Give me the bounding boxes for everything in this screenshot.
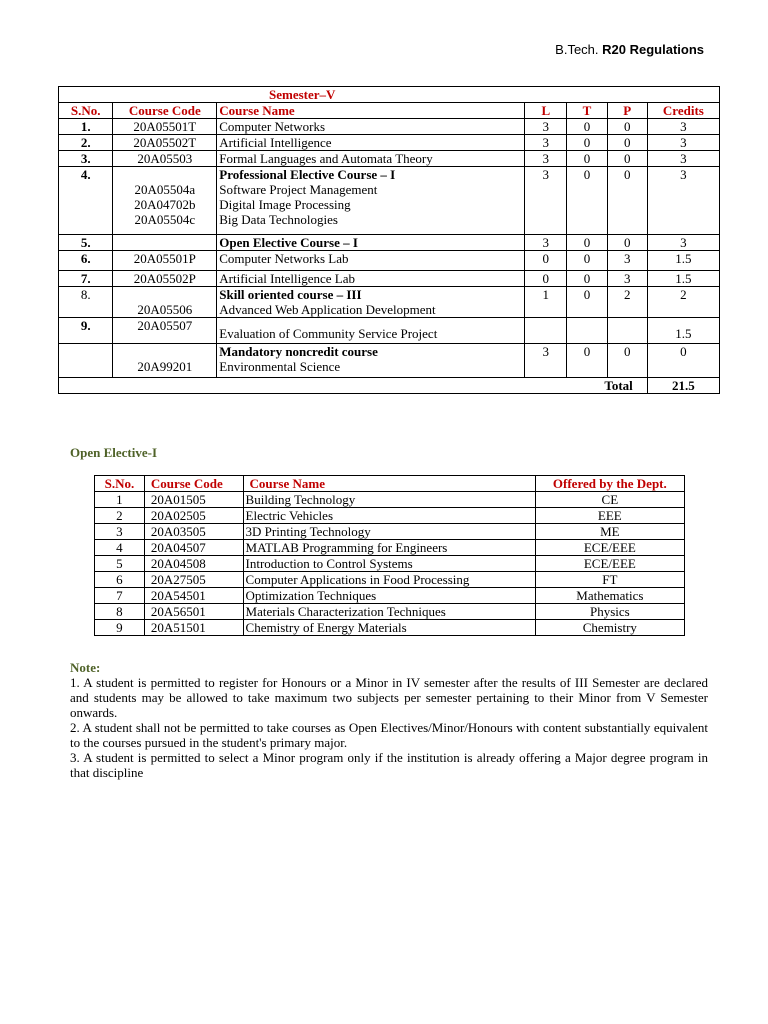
sub-code: 20A04702b <box>134 197 196 212</box>
row-t: 0 <box>567 135 607 151</box>
sub-name: Big Data Technologies <box>219 212 338 227</box>
row-p: 0 <box>607 135 647 151</box>
row-name: MATLAB Programming for Engineers <box>243 540 535 556</box>
row-sno: 9 <box>95 620 145 636</box>
row-sno: 2. <box>59 135 113 151</box>
table-row <box>95 556 685 572</box>
row-name <box>217 344 525 378</box>
table-row <box>95 604 685 620</box>
row-dept: ECE/EEE <box>535 556 684 572</box>
semester-title-row <box>59 87 720 103</box>
row-t <box>567 318 607 344</box>
col-l: L <box>525 103 567 119</box>
row-heading: Mandatory noncredit course <box>219 344 378 359</box>
row-credits: 3 <box>647 235 719 251</box>
sub-name: Advanced Web Application Development <box>219 302 436 317</box>
row-dept: ECE/EEE <box>535 540 684 556</box>
total-spacer <box>59 378 525 394</box>
row-name: Artificial Intelligence <box>217 135 525 151</box>
table-row <box>59 251 720 271</box>
row-code: 20A05503 <box>113 151 217 167</box>
row-code: 20A54501 <box>144 588 243 604</box>
row-code: 20A51501 <box>144 620 243 636</box>
sub-name: Digital Image Processing <box>219 197 351 212</box>
row-heading: Skill oriented course – III <box>219 287 362 302</box>
row-dept: EEE <box>535 508 684 524</box>
row-p: 3 <box>607 271 647 287</box>
col-p: P <box>607 103 647 119</box>
row-t: 0 <box>567 344 607 378</box>
row-credits: 3 <box>647 167 719 235</box>
semester-table <box>58 86 720 394</box>
header-title: R20 Regulations <box>602 42 704 57</box>
row-p: 0 <box>607 235 647 251</box>
total-row <box>59 378 720 394</box>
table-row <box>59 344 720 378</box>
row-dept: ME <box>535 524 684 540</box>
row-l: 3 <box>525 151 567 167</box>
table-row <box>95 508 685 524</box>
table-row <box>95 492 685 508</box>
row-sno: 3. <box>59 151 113 167</box>
row-t: 0 <box>567 235 607 251</box>
row-code: 20A56501 <box>144 604 243 620</box>
sub-code: 20A99201 <box>137 359 193 374</box>
row-credits: 0 <box>647 344 719 378</box>
col-course-code: Course Code <box>144 476 243 492</box>
col-sno: S.No. <box>95 476 145 492</box>
row-t: 0 <box>567 167 607 235</box>
row-name <box>217 167 525 235</box>
row-dept: Chemistry <box>535 620 684 636</box>
row-sno: 5. <box>59 235 113 251</box>
col-course-name: Course Name <box>243 476 535 492</box>
col-dept: Offered by the Dept. <box>535 476 684 492</box>
row-code: 20A05507 <box>113 318 217 344</box>
row-p: 0 <box>607 151 647 167</box>
row-sno: 7 <box>95 588 145 604</box>
row-credits: 3 <box>647 135 719 151</box>
table-header-row <box>95 476 685 492</box>
row-name: Formal Languages and Automata Theory <box>217 151 525 167</box>
row-name: 3D Printing Technology <box>243 524 535 540</box>
note-section <box>70 660 708 780</box>
row-t: 0 <box>567 151 607 167</box>
row-code <box>113 167 217 235</box>
row-sno: 5 <box>95 556 145 572</box>
row-name: Introduction to Control Systems <box>243 556 535 572</box>
row-t: 0 <box>567 271 607 287</box>
row-p: 0 <box>607 344 647 378</box>
open-elective-title: Open Elective-I <box>70 445 158 460</box>
table-row <box>95 524 685 540</box>
row-t: 0 <box>567 119 607 135</box>
table-row <box>59 318 720 344</box>
table-header-row <box>59 103 720 119</box>
row-code <box>113 344 217 378</box>
row-code: 20A05501P <box>113 251 217 271</box>
row-sno: 3 <box>95 524 145 540</box>
row-heading: Professional Elective Course – I <box>219 167 396 182</box>
row-code: 20A02505 <box>144 508 243 524</box>
row-credits: 2 <box>647 287 719 318</box>
page-header <box>555 42 704 57</box>
sub-code: 20A05504c <box>134 212 196 227</box>
col-credits: Credits <box>647 103 719 119</box>
row-name: Electric Vehicles <box>243 508 535 524</box>
note-item: 1. A student is permitted to register for Honours or a Minor in IV semester after the results of III Semester are declared and students may be allowed to take maximum two subjects per semester pertaining to their Minor from V Semester onwards. <box>70 675 708 720</box>
row-l: 3 <box>525 135 567 151</box>
row-l: 0 <box>525 271 567 287</box>
row-name: Computer Applications in Food Processing <box>243 572 535 588</box>
row-l: 0 <box>525 251 567 271</box>
row-sno: 1. <box>59 119 113 135</box>
col-course-code: Course Code <box>113 103 217 119</box>
row-name <box>217 287 525 318</box>
row-dept: FT <box>535 572 684 588</box>
row-sno: 1 <box>95 492 145 508</box>
row-l: 1 <box>525 287 567 318</box>
table-row <box>59 167 720 235</box>
sub-name: Environmental Science <box>219 359 341 374</box>
row-l <box>525 318 567 344</box>
row-l: 3 <box>525 235 567 251</box>
row-sno: 4 <box>95 540 145 556</box>
row-code: 20A05501T <box>113 119 217 135</box>
row-credits: 3 <box>647 151 719 167</box>
sub-name: Software Project Management <box>219 182 378 197</box>
row-credits: 1.5 <box>647 318 719 344</box>
table-row <box>95 540 685 556</box>
row-sno <box>59 344 113 378</box>
row-dept: CE <box>535 492 684 508</box>
row-dept: Mathematics <box>535 588 684 604</box>
row-code: 20A03505 <box>144 524 243 540</box>
row-code <box>113 287 217 318</box>
row-t: 0 <box>567 287 607 318</box>
row-sno: 2 <box>95 508 145 524</box>
row-name: Building Technology <box>243 492 535 508</box>
row-l: 3 <box>525 167 567 235</box>
row-code <box>113 235 217 251</box>
row-t: 0 <box>567 251 607 271</box>
row-sno: 4. <box>59 167 113 235</box>
row-p: 3 <box>607 251 647 271</box>
row-l: 3 <box>525 344 567 378</box>
row-dept: Physics <box>535 604 684 620</box>
row-name: Open Elective Course – I <box>217 235 525 251</box>
table-row <box>59 151 720 167</box>
row-credits: 1.5 <box>647 251 719 271</box>
sub-code: 20A05506 <box>137 302 193 317</box>
row-code: 20A05502P <box>113 271 217 287</box>
sub-code: 20A05504a <box>134 182 196 197</box>
row-code: 20A04508 <box>144 556 243 572</box>
row-p: 0 <box>607 119 647 135</box>
note-title: Note: <box>70 660 101 675</box>
table-row <box>59 235 720 251</box>
row-name: Artificial Intelligence Lab <box>217 271 525 287</box>
table-row <box>59 119 720 135</box>
row-name: Chemistry of Energy Materials <box>243 620 535 636</box>
semester-title: Semester–V <box>59 87 720 103</box>
total-value: 21.5 <box>647 378 719 394</box>
table-row <box>59 135 720 151</box>
col-course-name: Course Name <box>217 103 525 119</box>
row-name: Optimization Techniques <box>243 588 535 604</box>
row-code: 20A27505 <box>144 572 243 588</box>
row-sno: 7. <box>59 271 113 287</box>
row-name: Materials Characterization Techniques <box>243 604 535 620</box>
open-elective-table <box>94 475 685 636</box>
row-name: Evaluation of Community Service Project <box>217 318 525 344</box>
row-p: 0 <box>607 167 647 235</box>
row-name: Computer Networks Lab <box>217 251 525 271</box>
row-sno: 6 <box>95 572 145 588</box>
row-code: 20A05502T <box>113 135 217 151</box>
row-credits: 3 <box>647 119 719 135</box>
col-sno: S.No. <box>59 103 113 119</box>
row-sno: 9. <box>59 318 113 344</box>
row-p <box>607 318 647 344</box>
table-row <box>59 271 720 287</box>
header-prefix: B.Tech. <box>555 42 599 57</box>
row-code: 20A01505 <box>144 492 243 508</box>
row-l: 3 <box>525 119 567 135</box>
table-row <box>59 287 720 318</box>
row-name: Computer Networks <box>217 119 525 135</box>
row-sno: 8. <box>59 287 113 318</box>
table-row <box>95 620 685 636</box>
table-row <box>95 572 685 588</box>
total-label: Total <box>525 378 648 394</box>
col-t: T <box>567 103 607 119</box>
row-credits: 1.5 <box>647 271 719 287</box>
row-sno: 8 <box>95 604 145 620</box>
row-code: 20A04507 <box>144 540 243 556</box>
row-sno: 6. <box>59 251 113 271</box>
note-item: 3. A student is permitted to select a Minor program only if the institution is already offering a Major degree program in that discipline <box>70 750 708 780</box>
row-p: 2 <box>607 287 647 318</box>
table-row <box>95 588 685 604</box>
note-item: 2. A student shall not be permitted to take courses as Open Electives/Minor/Honours with content substantially equivalent to the courses pursued in the student's primary major. <box>70 720 708 750</box>
